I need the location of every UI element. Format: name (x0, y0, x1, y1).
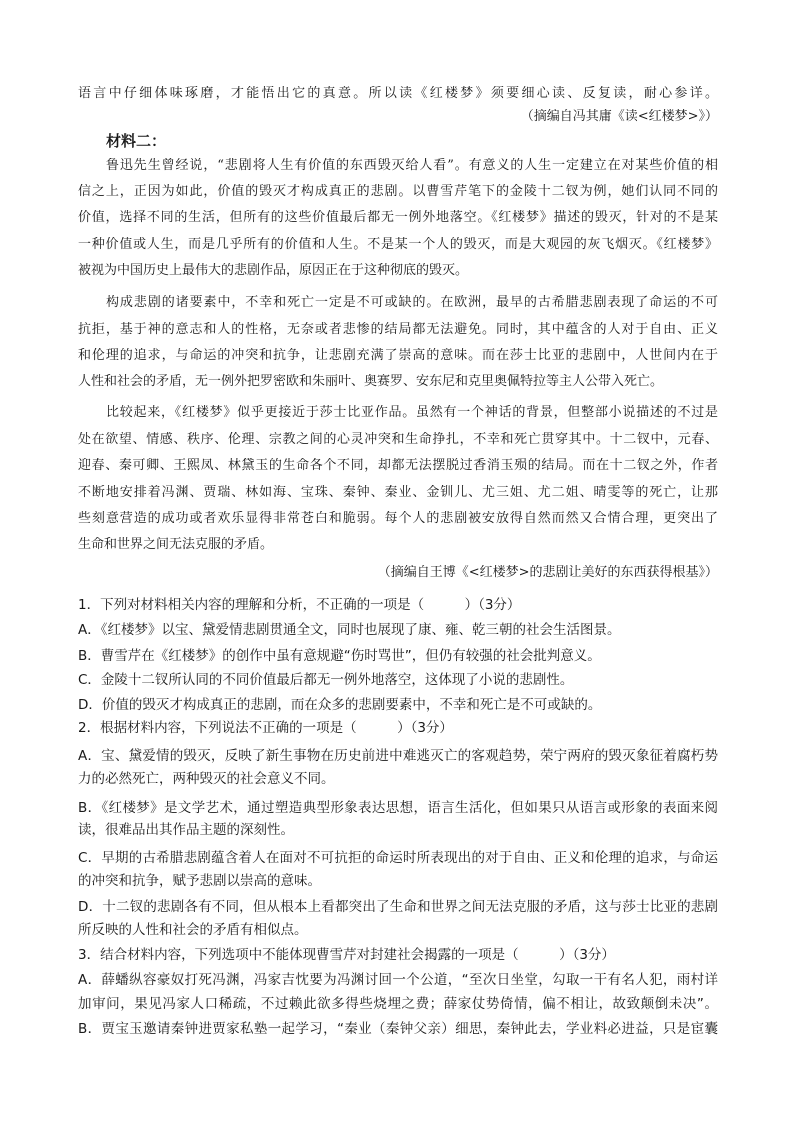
text-line: 抗拒，基于神的意志和人的性格，无奈或者悲惨的结局都无法避免。同时，其中蕴含的人对于自由、正义 (78, 322, 718, 337)
option-a: A．《红楼梦》以宝、黛爱情悲剧贯通全文，同时也展现了康、雍、乾三朝的社会生活图景。 (78, 622, 621, 638)
option-b: B．贾宝玉邀请秦钟进贾家私塾一起学习，“秦业（秦钟父亲）细思，秦钟此去，学业料必进益，只是宦囊 (78, 1021, 718, 1037)
option-a: A．宝、黛爱情的毁灭，反映了新生事物在历史前进中难逃灭亡的客观趋势，荣宁两府的毁灭象征着腐朽势 (78, 748, 718, 764)
text-line: 处在欲望、情感、秩序、伦理、宗教之间的心灵冲突和生命挣扎，不幸和死亡贯穿其中。十二钗中，元春、 (78, 432, 718, 447)
option-a: A．薛蟠纵容豪奴打死冯渊，冯家吉忱要为冯渊讨回一个公道，“至次日坐堂，勾取一干有名人犯，雨村详 (78, 972, 718, 988)
option-b: B．曹雪芹在《红楼梦》的创作中虽有意规避“伤时骂世”，但仍有较强的社会批判意义。 (78, 648, 601, 664)
option-d: D．十二钗的悲剧各有不同，但从根本上看都突出了生命和世界之间无法克服的矛盾，这与莎士比亚的悲剧 (78, 899, 718, 915)
text-line: 比较起来，《红楼梦》似乎更接近于莎士比亚作品。虽然有一个神话的背景，但整部小说描述的不过是 (106, 405, 718, 420)
citation-line: （摘编自冯其庸《读<红楼梦>》） (520, 109, 718, 124)
question-2: 2．根据材料内容，下列说法不正确的一项是（ ）（3分） (78, 720, 453, 736)
option-b: B．《红楼梦》是文学艺术，通过塑造典型形象表达思想，语言生活化，但如果只从语言或形象的表面来阅 (78, 800, 718, 816)
question-3: 3．结合材料内容，下列选项中不能体现曹雪芹对封建社会揭露的一项是（ ）（3分） (78, 947, 615, 963)
text-line: 鲁迅先生曾经说，“悲剧将人生有价值的东西毁灭给人看”。有意义的人生一定建立在对某些价值的相 (106, 158, 718, 173)
option-a-cont: 力的必然死亡，两种毁灭的社会意义不同。 (78, 771, 335, 787)
text-line: 信之上，正因为如此，价值的毁灭才构成真正的悲剧。以曹雪芹笔下的金陵十二钗为例，她们认同不同的 (78, 184, 718, 199)
text-line: 语言中仔细体味琢磨，才能悟出它的真意。所以读《红楼梦》须要细心读、反复读，耐心参详。 (78, 86, 718, 101)
text-line: 人性和社会的矛盾，无一例外把罗密欧和朱丽叶、奥赛罗、安东尼和克里奥佩特拉等主人公带入死亡。 (78, 374, 664, 389)
text-line: 生命和世界之间无法克服的矛盾。 (78, 537, 274, 552)
option-c: C．金陵十二钗所认同的不同价值最后都无一例外地落空，这体现了小说的悲剧性。 (78, 672, 574, 688)
option-d: D．价值的毁灭才构成真正的悲剧，而在众多的悲剧要素中，不幸和死亡是不可或缺的。 (78, 697, 602, 713)
text-line: 些刻意营造的成功或者欢乐显得非常苍白和脆弱。每个人的悲剧被安放得自然而然又合情合理，更突出了 (78, 511, 718, 526)
option-c: C．早期的古希腊悲剧蕴含着人在面对不可抗拒的命运时所表现出的对于自由、正义和伦理的追求，与命运 (78, 850, 718, 866)
option-c-cont: 的冲突和抗争，赋予悲剧以崇高的意味。 (78, 873, 321, 889)
text-line: 一种价值或人生，而是几乎所有的价值和人生。不是某一个人的毁灭，而是大观园的灰飞烟灭。《红楼梦》 (78, 237, 718, 252)
text-line: 迎春、秦可卿、王熙凤、林黛玉的生命各个不同，却都无法摆脱过香消玉殒的结局。而在十二钗之外，作者 (78, 458, 718, 473)
text-line: 价值，选择不同的生活，但所有的这些价值最后都无一例外地落空。《红楼梦》描述的毁灭，针对的不是某 (78, 210, 718, 225)
option-b-cont: 读，很难品出其作品主题的深刻性。 (78, 822, 294, 838)
text-line: 和伦理的追求，与命运的冲突和抗争，让悲剧充满了崇高的意味。而在莎士比亚的悲剧中，人世间内在于 (78, 348, 718, 363)
option-a-cont: 加审问，果见冯家人口稀疏，不过赖此欲多得些烧埋之费；薛家仗势倚情，偏不相让，故致颠倒未决”。 (78, 996, 718, 1012)
option-d-cont: 所反映的人性和社会的矛盾有相似点。 (78, 922, 308, 938)
section-heading: 材料二： (106, 132, 167, 150)
text-line: 被视为中国历史上最伟大的悲剧作品，原因正在于这种彻底的毁灭。 (78, 263, 469, 278)
text-line: 构成悲剧的诸要素中，不幸和死亡一定是不可或缺的。在欧洲，最早的古希腊悲剧表现了命运的不可 (106, 295, 718, 310)
text-line: 不断地安排着冯渊、贾瑞、林如海、宝珠、秦钟、秦业、金钏儿、尤三姐、尤二姐、晴雯等的死亡，让那 (78, 485, 718, 500)
citation-line: （摘编自王博《<红楼梦>的悲剧让美好的东西获得根基》） (377, 565, 718, 580)
question-1: 1．下列对材料相关内容的理解和分析，不正确的一项是（ ）（3分） (78, 597, 521, 613)
